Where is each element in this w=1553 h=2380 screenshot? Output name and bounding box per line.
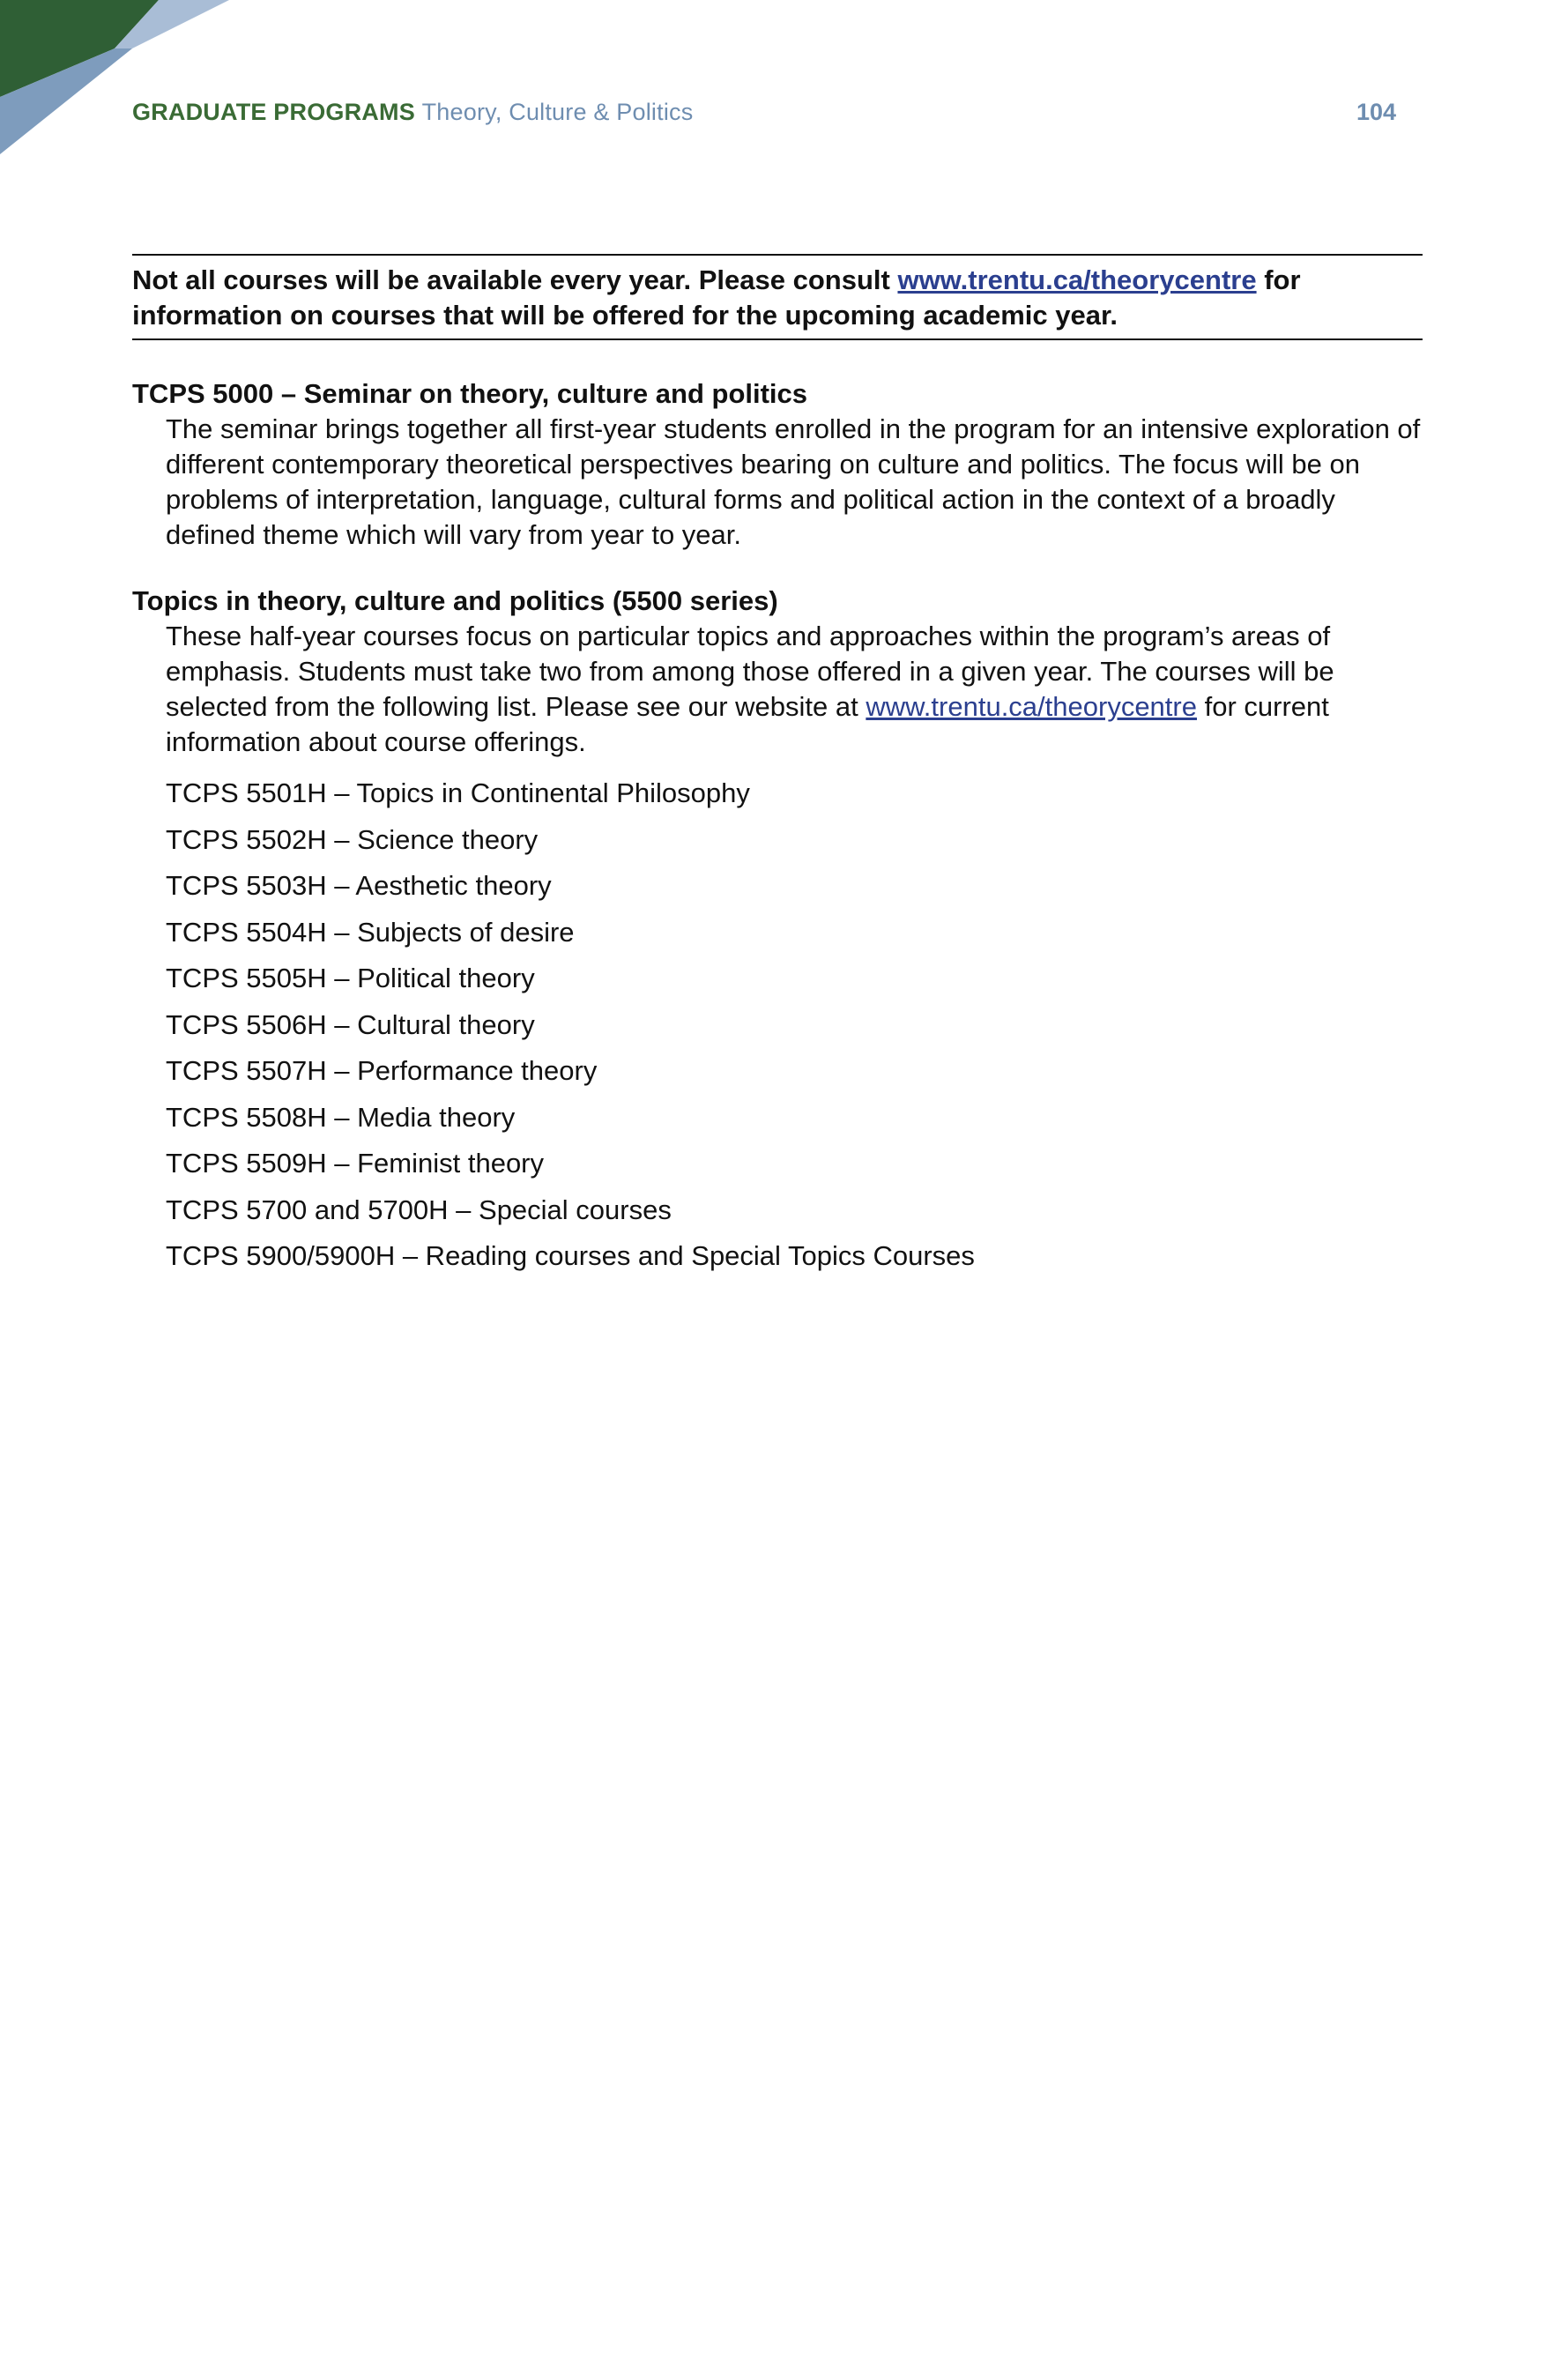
list-item: TCPS 5900/5900H – Reading courses and Special Topics Courses <box>166 1240 975 1271</box>
page-number: 104 <box>1356 99 1396 125</box>
list-item: TCPS 5508H – Media theory <box>166 1101 516 1133</box>
seminar-description: The seminar brings together all first-year students enrolled in the program for an intensive exploration of different contemporary theoretical perspectives bearing on culture and politics. The focus will be on problems of interpretation, language, cultural forms and political action in the context of a broadly defined theme which will vary from year to year. <box>166 413 1421 550</box>
notice-theorycentre-link[interactable]: www.trentu.ca/theorycentre <box>897 264 1257 295</box>
running-head <box>132 99 693 126</box>
notice-text-before: Not all courses will be available every year. Please consult <box>132 264 898 295</box>
topics-description <box>166 619 1426 760</box>
running-head-section: GRADUATE PROGRAMS <box>132 99 415 125</box>
list-item: TCPS 5502H – Science theory <box>166 823 539 855</box>
running-head-subject: Theory, Culture & Politics <box>421 99 694 125</box>
list-item: TCPS 5501H – Topics in Continental Philosophy <box>166 777 750 808</box>
corner-decoration-graphic <box>0 0 264 159</box>
availability-notice <box>132 254 1423 340</box>
course-list <box>166 770 975 1280</box>
topics-theorycentre-link[interactable]: www.trentu.ca/theorycentre <box>866 691 1197 722</box>
topics-text-after: for current information about course offerings. <box>166 691 1329 757</box>
seminar-heading: TCPS 5000 – Seminar on theory, culture and politics <box>132 378 808 409</box>
topics-text-before: These half-year courses focus on particular topics and approaches within the program’s areas of emphasis. Students must take two from among those offered in a given year. The courses will be selected from the following list. Please see our website at <box>166 621 1334 722</box>
list-item: TCPS 5504H – Subjects of desire <box>166 916 575 948</box>
list-item: TCPS 5700 and 5700H – Special courses <box>166 1194 672 1225</box>
notice-text-after: for information on courses that will be offered for the upcoming academic year. <box>132 264 1301 331</box>
topics-heading: Topics in theory, culture and politics (5500 series) <box>132 585 778 616</box>
list-item: TCPS 5506H – Cultural theory <box>166 1008 535 1040</box>
list-item: TCPS 5507H – Performance theory <box>166 1055 598 1086</box>
list-item: TCPS 5509H – Feminist theory <box>166 1148 545 1179</box>
list-item: TCPS 5503H – Aesthetic theory <box>166 870 552 901</box>
list-item: TCPS 5505H – Political theory <box>166 963 535 993</box>
